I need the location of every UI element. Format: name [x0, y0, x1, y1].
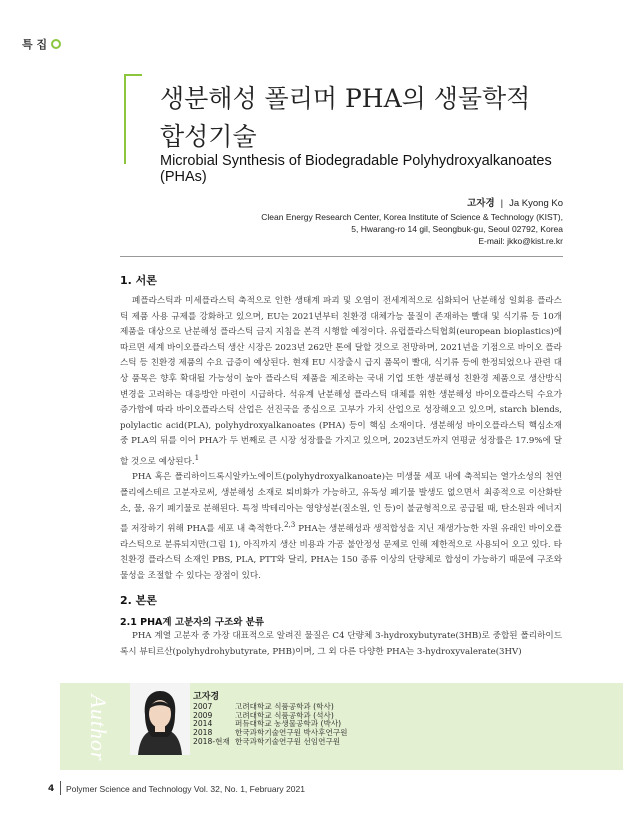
subsection-heading: 2.1 PHA계 고분자의 구조와 분류 — [120, 617, 265, 628]
author-photo — [130, 683, 190, 755]
author-name-korean: 고자경 — [467, 198, 495, 209]
header-divider — [120, 256, 563, 257]
reference-marker: 2,3 — [283, 520, 296, 530]
journal-citation: Polymer Science and Technology Vol. 32, No. 1, February 2021 — [66, 784, 305, 794]
circle-icon — [51, 39, 61, 49]
bio-desc: 한국과학기술연구원 박사후연구원 — [235, 728, 348, 738]
affiliation-line-1: Clean Energy Research Center, Korea Institute of Science & Technology (KIST), — [261, 212, 563, 222]
main-paragraph-1: PHA 계열 고분자 중 가장 대표적으로 알려진 물질은 C4 단량체 3-hydroxybutyrate(3HB)로 중합된 폴리하이드록시 뷰티르산(polyhydrohybutyrate, PHB)이며, 그 외 다른 다양한 PHA는 3-hydroxyvalerate(3HV) — [120, 631, 562, 657]
author-bio-name: 고자경 — [193, 692, 220, 702]
reference-marker: 1 — [194, 452, 200, 462]
bio-desc: 고려대학교 식품공학과 (학사) — [235, 702, 334, 711]
title-bracket-decoration — [124, 74, 142, 164]
author-separator: | — [500, 198, 504, 209]
author-line — [467, 195, 563, 209]
bio-desc: 고려대학교 식품공학과 (석사) — [235, 710, 334, 720]
affiliation-line-2: 5, Hwarang-ro 14 gil, Seongbuk-gu, Seoul 02792, Korea — [351, 224, 563, 234]
article-title-korean — [160, 80, 580, 156]
intro-body — [120, 294, 562, 584]
bio-year: 2018-현재 — [193, 736, 230, 746]
author-name-english: Ja Kyong Ko — [509, 198, 563, 209]
section-heading-main: 2. 본론 — [120, 594, 157, 607]
section-tag — [22, 36, 61, 52]
page-number: 4 — [48, 784, 55, 794]
title-line-1: 생분해성 폴리머 PHA의 생물학적 — [160, 84, 531, 113]
bio-year: 2018 — [193, 728, 213, 738]
bio-desc: 퍼듀대학교 농생물공학과 (박사) — [235, 719, 342, 729]
intro-paragraph-1 — [120, 294, 562, 470]
author-portrait-icon — [130, 683, 190, 755]
bio-row — [193, 738, 347, 747]
section-heading-intro: 1. 서론 — [120, 274, 157, 287]
affiliation — [261, 211, 563, 247]
footer-divider — [60, 781, 61, 795]
intro-paragraph-2 — [120, 470, 562, 584]
intro-paragraph-2b: PHA는 생분해성과 생적합성을 지닌 재생가능한 자원 유래인 바이오플라스틱으로 분류되지만(그림 1), 아직까지 생산 비용과 가공 불안정성 문제로 인해 제한적으로 사용되어 오고 있다. 타 친환경 플라스틱 소재인 PBS, PLA, PTT와 달리, PHA는 150 종류 이상의 단량체로 합성이 가능하기 때문에 구조와 물성을 조절할 수 있다는 장점이 있다. — [120, 524, 562, 581]
bio-year: 2009 — [193, 710, 213, 720]
intro-paragraph-2a: PHA 혹은 폴리하이드록시알카노에이트(polyhydroxyalkanoate)는 미생물 세포 내에 축적되는 열가소성의 천연 폴리에스테르 고분자로써, 생분해성 소재로 퇴비화가 가능하고, 유독성 폐기물 발생도 없으면서 최종적으로 이산화탄소, 물, 유기 폐기물로 분해된다. 특정 박테리아는 영양성분(질소원, 인 등)이 불균형적으로 공급될 때, 탄소원과 에너지를 저장하기 위해 PHA를 세포 내 축적한다. — [120, 472, 562, 535]
intro-paragraph-1-text: 폐플라스틱과 미세플라스틱 축적으로 인한 생태계 파괴 및 오염이 전세계적으로 심화되어 난분해성 일회용 플라스틱 제품 사용 규제를 강화하고 있으며, EU는 2021년부터 친환경 대체가능 물질이 존재하는 빨대 및 식기류 등 10개 제품을 대상으로 난분해성 플라스틱 금지 지침을 본격 시행할 예정이다. 유럽플라스틱협회(european bioplastics)에 따르면 세계 바이오플라스틱 생산 시장은 2023년 262만 톤에 달할 것으로 전망하며, 2021년을 기점으로 바이오 플라스틱 등 친환경 제품의 수요 급증이 예상된다. 현재 EU 시장출시 급지 품목이 빨대, 식기류 등에 한정되었으나 관련 대상 품목은 향후 확대될 가능성이 높아 플라스틱 제품을 제조하는 국내 기업 또한 생분해성 친환경 제품으로 생산방식 변경을 고려하는 대응방안 마련이 시급하다. 석유계 난분해성 플라스틱 대체를 위한 생분해성 바이오플라스틱 수요가 증가함에 따라 바이오플라스틱 산업은 선진국을 중심으로 고부가 가치 산업으로 성장해오고 있으며, starch blends, polylactic acid(PLA), polyhydroxyalkanoates (PHA) 등이 핵심 소재이다. 생분해성 바이오플라스틱 핵심소재 중 PLA의 뒤를 이어 PHA가 두 번째로 큰 시장 성장률을 가지고 있으며, 2023년도까지 연평균 성장률은 17.9%에 달할 것으로 예상된다. — [120, 296, 562, 467]
section-tag-label: 특 집 — [22, 38, 48, 51]
author-email[interactable]: E-mail: jkko@kist.re.kr — [478, 236, 563, 246]
bio-year: 2014 — [193, 719, 213, 729]
title-line-2: 합성기술 — [160, 122, 257, 151]
author-bio — [193, 703, 347, 747]
bio-year: 2007 — [193, 702, 213, 711]
author-vertical-label: Author — [86, 694, 111, 762]
bio-desc: 한국과학기술연구원 선임연구원 — [235, 736, 341, 746]
main-body — [120, 629, 562, 660]
article-title-english: Microbial Synthesis of Biodegradable Polyhydroxyalkanoates (PHAs) — [160, 153, 552, 185]
